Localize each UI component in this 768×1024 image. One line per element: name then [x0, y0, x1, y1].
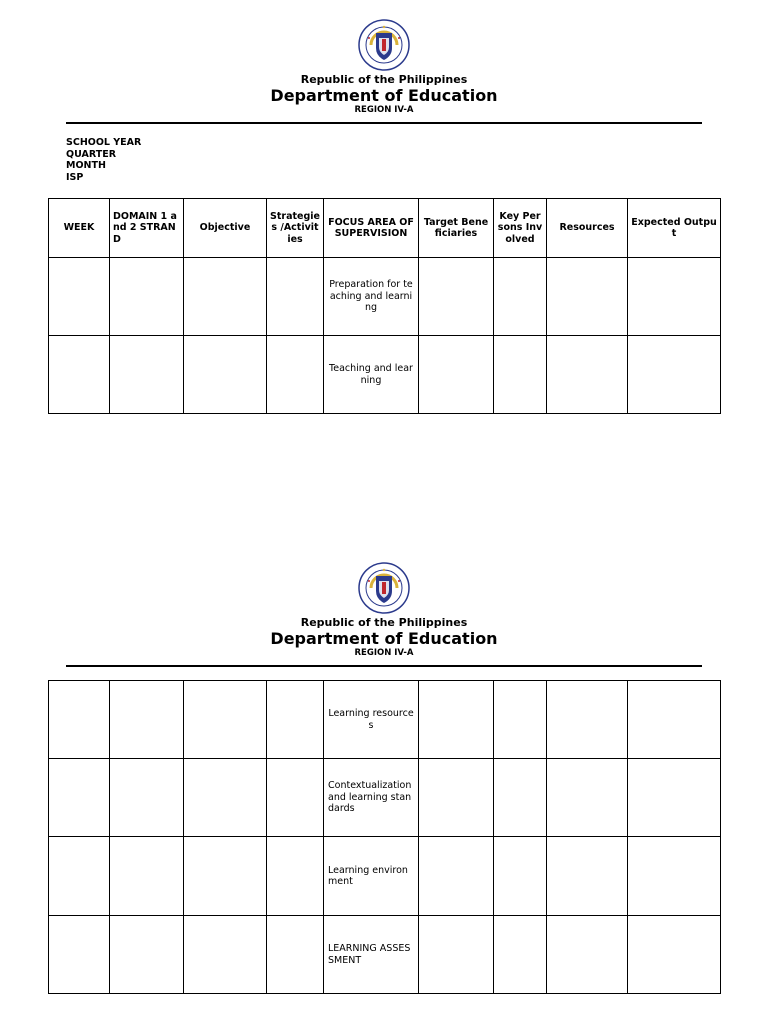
key-persons-cell[interactable] [494, 258, 547, 336]
supervision-plan-table-continued [48, 680, 721, 994]
domain-cell[interactable] [110, 837, 184, 916]
quarter-label: QUARTER [66, 148, 117, 160]
strategies-cell[interactable] [267, 759, 324, 837]
focus-area-cell: Teaching and learning [324, 336, 419, 414]
column-header-objective: Objective [184, 199, 267, 258]
page2-header [0, 561, 768, 658]
domain-cell[interactable] [110, 681, 184, 759]
month-label: MONTH [66, 160, 106, 171]
republic-label: Republic of the Philippines [300, 73, 468, 86]
week-cell[interactable] [49, 759, 110, 837]
strategies-cell[interactable] [267, 916, 324, 994]
department-title: Department of Education [270, 629, 498, 648]
expected-output-cell[interactable] [628, 681, 721, 759]
column-header-strategies: Strategies /Activities [267, 199, 324, 258]
key-persons-cell[interactable] [494, 681, 547, 759]
target-beneficiaries-cell[interactable] [419, 837, 494, 916]
expected-output-cell[interactable] [628, 837, 721, 916]
table-row [49, 916, 721, 994]
week-cell[interactable] [49, 837, 110, 916]
target-beneficiaries-cell[interactable] [419, 759, 494, 837]
deped-seal-icon [357, 18, 411, 72]
isp-label: ISP [66, 171, 84, 183]
key-persons-cell[interactable] [494, 336, 547, 414]
target-beneficiaries-cell[interactable] [419, 258, 494, 336]
key-persons-cell[interactable] [494, 759, 547, 837]
table-row [49, 759, 721, 837]
table-row [49, 258, 721, 336]
resources-cell[interactable] [547, 336, 628, 414]
target-beneficiaries-cell[interactable] [419, 916, 494, 994]
column-header-expected-output: Expected Output [628, 199, 721, 258]
domain-cell[interactable] [110, 336, 184, 414]
strategies-cell[interactable] [267, 837, 324, 916]
focus-area-cell: Preparation for teaching and learning [324, 258, 419, 336]
target-beneficiaries-cell[interactable] [419, 681, 494, 759]
focus-area-cell: Learning environment [324, 837, 419, 916]
supervision-plan-table [48, 198, 721, 414]
column-header-week: WEEK [49, 199, 110, 258]
objective-cell[interactable] [184, 916, 267, 994]
focus-area-cell: Contextualization and learning standards [324, 759, 419, 837]
expected-output-cell[interactable] [628, 916, 721, 994]
column-header-domain: DOMAIN 1 and 2 STRAND [110, 199, 184, 258]
resources-cell[interactable] [547, 837, 628, 916]
school-year-label: SCHOOL YEAR [66, 137, 142, 148]
strategies-cell[interactable] [267, 681, 324, 759]
objective-cell[interactable] [184, 681, 267, 759]
resources-cell[interactable] [547, 759, 628, 837]
department-title: Department of Education [270, 86, 498, 105]
strategies-cell[interactable] [267, 258, 324, 336]
week-cell[interactable] [49, 681, 110, 759]
table-header-row [49, 199, 721, 258]
column-header-focus-area: FOCUS AREA OF SUPERVISION [324, 199, 419, 258]
table-row [49, 336, 721, 414]
target-beneficiaries-cell[interactable] [419, 336, 494, 414]
expected-output-cell[interactable] [628, 336, 721, 414]
strategies-cell[interactable] [267, 336, 324, 414]
resources-cell[interactable] [547, 258, 628, 336]
resources-cell[interactable] [547, 916, 628, 994]
week-cell[interactable] [49, 336, 110, 414]
focus-area-cell: LEARNING ASSESSMENT [324, 916, 419, 994]
republic-label: Republic of the Philippines [300, 616, 468, 629]
column-header-key-persons: Key Persons Involved [494, 199, 547, 258]
column-header-target-beneficiaries: Target Beneficiaries [419, 199, 494, 258]
objective-cell[interactable] [184, 336, 267, 414]
week-cell[interactable] [49, 916, 110, 994]
header-divider [66, 122, 702, 124]
column-header-resources: Resources [547, 199, 628, 258]
domain-cell[interactable] [110, 916, 184, 994]
domain-cell[interactable] [110, 258, 184, 336]
expected-output-cell[interactable] [628, 759, 721, 837]
objective-cell[interactable] [184, 837, 267, 916]
focus-area-cell: Learning resources [324, 681, 419, 759]
week-cell[interactable] [49, 258, 110, 336]
expected-output-cell[interactable] [628, 258, 721, 336]
deped-seal-icon [357, 561, 411, 615]
table-row [49, 681, 721, 759]
plan-meta [66, 137, 141, 183]
table-row [49, 837, 721, 916]
page1-header [0, 18, 768, 115]
header-divider [66, 665, 702, 667]
key-persons-cell[interactable] [494, 916, 547, 994]
region-label: REGION IV-A [354, 648, 414, 658]
domain-cell[interactable] [110, 759, 184, 837]
region-label: REGION IV-A [354, 105, 414, 115]
objective-cell[interactable] [184, 258, 267, 336]
key-persons-cell[interactable] [494, 837, 547, 916]
resources-cell[interactable] [547, 681, 628, 759]
objective-cell[interactable] [184, 759, 267, 837]
